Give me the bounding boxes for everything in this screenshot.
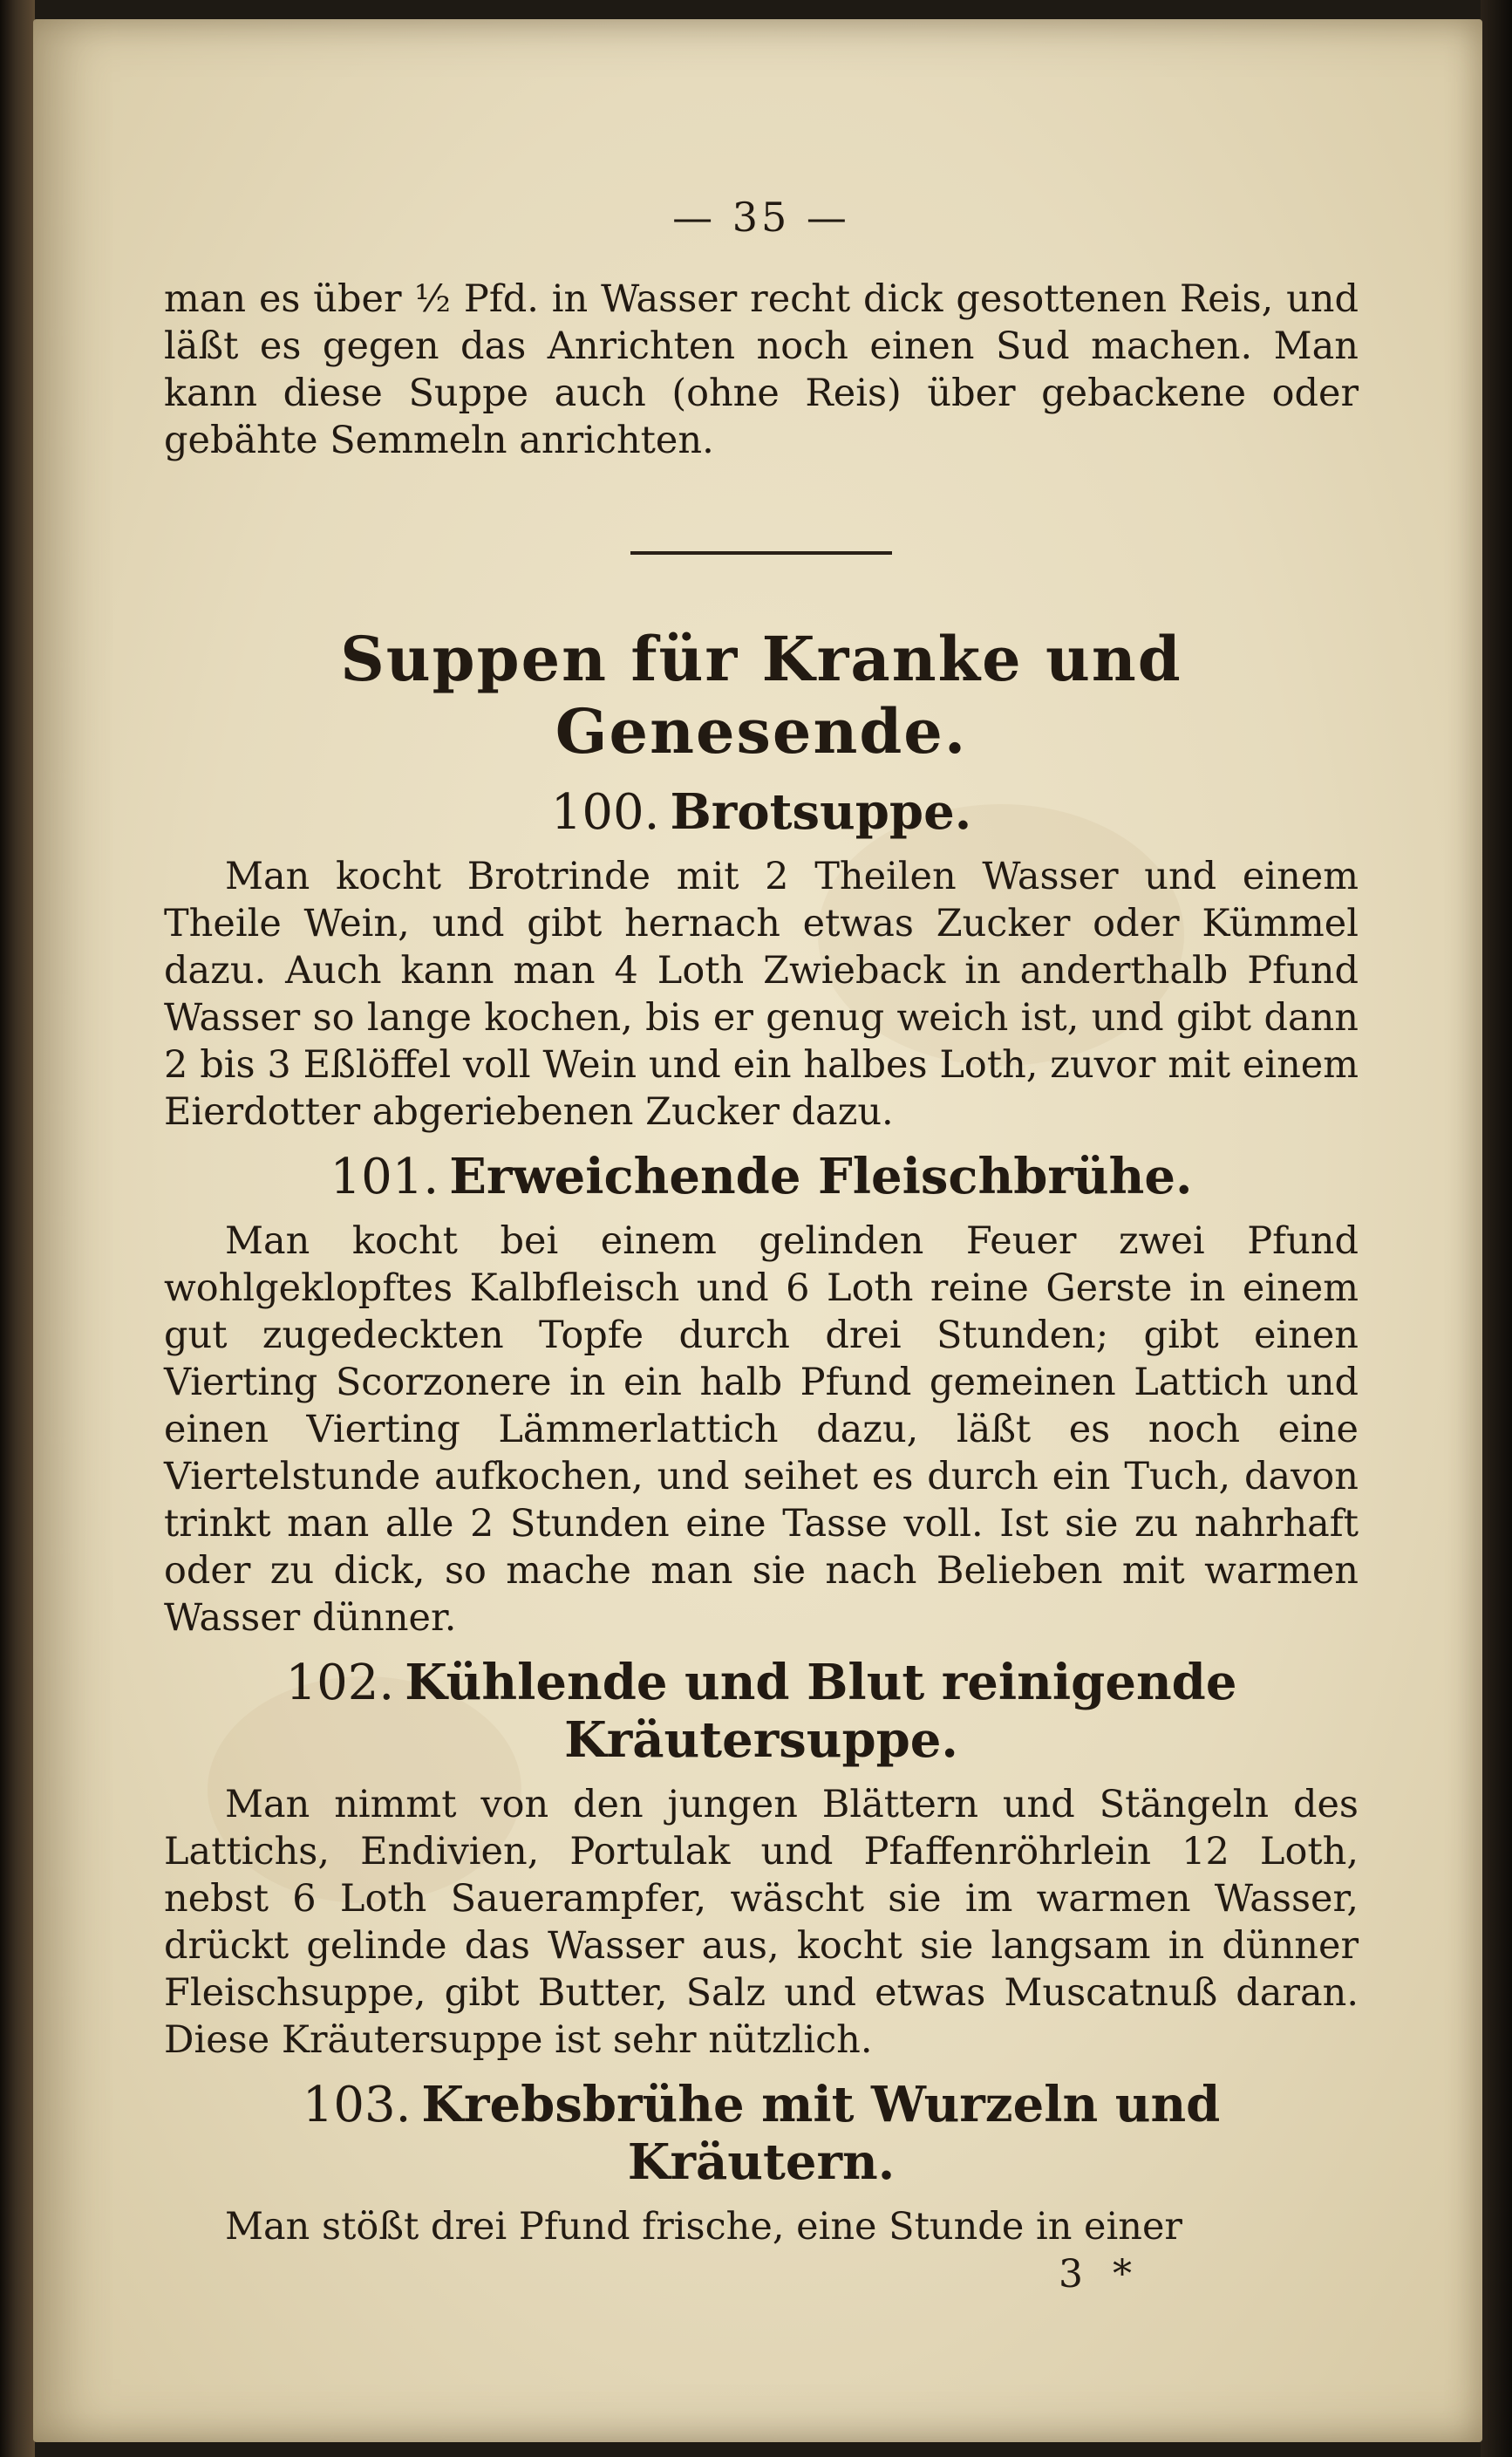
- recipe-text: Man nimmt von den jungen Blättern und Stängeln des Lattichs, Endivien, Portulak und Pfaffenröhrlein 12 Loth, nebst 6 Loth Sauerampfer, wäscht sie im warmen Wasser, drückt gelinde das Wasser aus, kocht sie langsam in dünner Fleischsuppe, gibt Butter, Salz und etwas Muscatnuß daran. Diese Kräutersuppe ist sehr nützlich.: [164, 1783, 1359, 2062]
- recipe-heading: [164, 1148, 1359, 1205]
- page-content: [164, 194, 1359, 2297]
- recipe-heading: [164, 783, 1359, 841]
- recipe-number: 101.: [330, 1149, 439, 1205]
- recipe-text: Man kocht Brotrinde mit 2 Theilen Wasser und einem Theile Wein, und gibt hernach etwas Zucker oder Kümmel dazu. Auch kann man 4 Loth Zwieback in anderthalb Pfund Wasser so lange kochen, bis er genug weich ist, und gibt dann 2 bis 3 Eßlöffel voll Wein und ein halbes Loth, zuvor mit einem Eierdotter abgeriebenen Zucker dazu.: [164, 855, 1359, 1134]
- section-divider: [630, 551, 892, 555]
- recipe-heading: [164, 1654, 1359, 1769]
- recipe-103: [164, 2076, 1359, 2250]
- recipe-text: Man stößt drei Pfund frische, eine Stunde in einer: [225, 2205, 1182, 2249]
- recipe-number: 103.: [302, 2077, 412, 2133]
- recipe-title: Brotsuppe.: [670, 783, 972, 841]
- book-edge-right: [1481, 0, 1512, 2457]
- recipe-heading: [164, 2076, 1359, 2191]
- recipe-102: [164, 1654, 1359, 2064]
- intro-paragraph: man es über ½ Pfd. in Wasser recht dick gesottenen Reis, und läßt es gegen das Anrichten noch einen Sud machen. Man kann diese Suppe auch (ohne Reis) über gebackene oder gebähte Semmeln anrichten.: [164, 277, 1359, 462]
- recipe-number: 100.: [550, 784, 660, 841]
- recipe-101: [164, 1148, 1359, 1641]
- recipe-title: Kühlende und Blut reinigende Kräutersuppe.: [405, 1654, 1237, 1769]
- recipe-100: [164, 783, 1359, 1136]
- signature-mark: 3 *: [1059, 2252, 1141, 2297]
- page-number: — 35 —: [672, 194, 850, 241]
- section-title: Suppen für Kranke und Genesende.: [340, 623, 1182, 768]
- recipe-text: Man kocht bei einem gelinden Feuer zwei Pfund wohlgeklopftes Kalbfleisch und 6 Loth reine Gerste in einem gut zugedeckten Topfe durch drei Stunden; gibt einen Vierting Scorzonere in ein halb Pfund gemeinen Lattich und einen Vierting Lämmerlattich dazu, läßt es noch eine Viertelstunde aufkochen, und seihet es durch ein Tuch, davon trinkt man alle 2 Stunden eine Tasse voll. Ist sie zu nahrhaft oder zu dick, so mache man sie nach Belieben mit warmen Wasser dünner.: [164, 1219, 1359, 1640]
- recipe-number: 102.: [285, 1655, 395, 1711]
- recipe-title: Krebsbrühe mit Wurzeln und Kräutern.: [421, 2076, 1221, 2191]
- book-page: [33, 19, 1482, 2442]
- recipe-title: Erweichende Fleischbrühe.: [449, 1148, 1193, 1205]
- book-spine-left: [0, 0, 35, 2457]
